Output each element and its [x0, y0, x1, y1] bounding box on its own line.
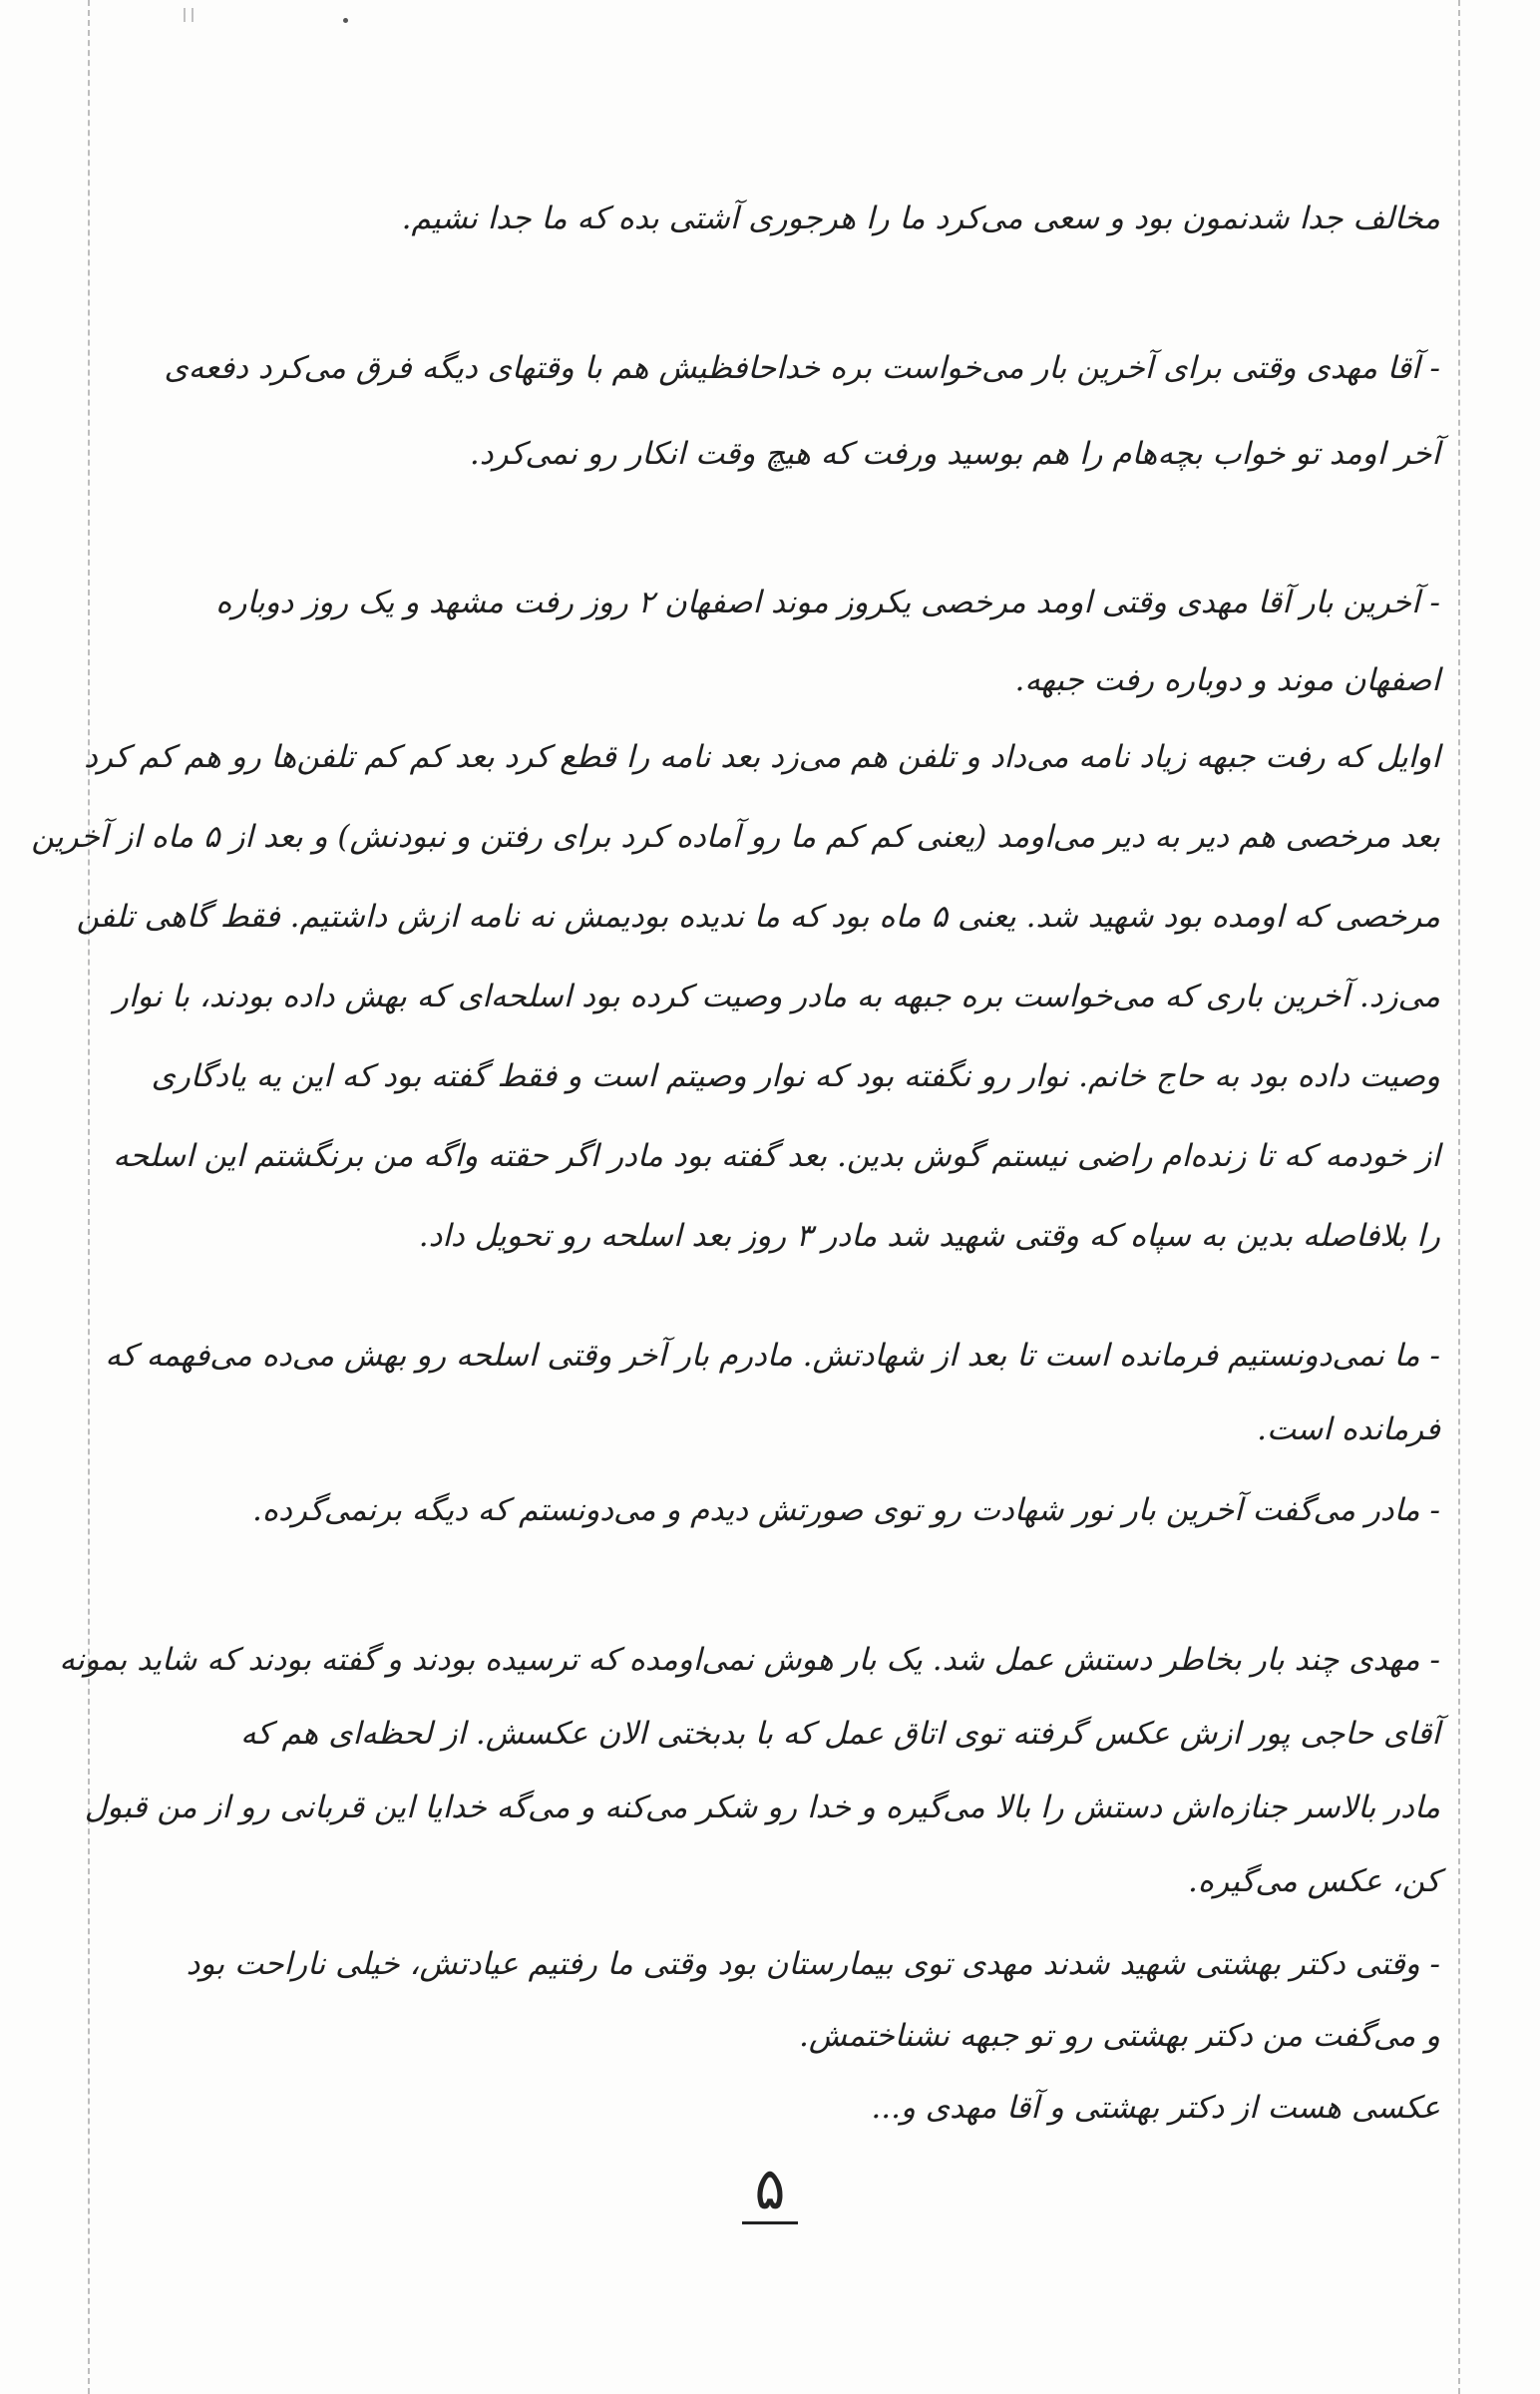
text-line: - ما نمی‌دونستیم فرمانده است تا بعد از شهادتش. مادرم بار آخر وقتی اسلحه رو بهش می‌ده می‌فهمه که: [105, 1338, 1440, 1374]
paragraph-8: [120, 1940, 1440, 2132]
text-line: می‌زد. آخرین باری که می‌خواست بره جبهه به مادر وصیت کرده بود اسلحه‌ای که بهش داده بودند، با نوار: [113, 979, 1440, 1015]
text-line: - مادر می‌گفت آخرین بار نور شهادت رو توی صورتش دیدم و می‌دونستم که دیگه برنمی‌گرده.: [252, 1492, 1440, 1528]
left-margin-line: [88, 0, 90, 2394]
text-line: بعد مرخصی هم دیر به دیر می‌اومد (یعنی کم کم ما رو آماده کرد برای رفتن و نبودنش) و بعد از ۵ ماه از آخرین: [31, 819, 1440, 856]
paragraph-6: [120, 1486, 1440, 1534]
text-line: - آقا مهدی وقتی برای آخرین بار می‌خواست بره خداحافظیش هم با وقتهای دیگه فرق می‌کرد دفعه‌ی: [164, 350, 1440, 386]
text-line: مادر بالاسر جنازه‌اش دستش را بالا می‌گیره و خدا رو شکر می‌کنه و می‌گه خدایا این قربانی رو از من قبول: [84, 1790, 1440, 1826]
text-line: - وقتی دکتر بهشتی شهید شدند مهدی توی بیمارستان بود وقتی ما رفتیم عیادتش، خیلی ناراحت بود: [186, 1946, 1440, 1982]
page-number-text: ۵: [742, 2160, 797, 2224]
top-scan-dot: [343, 18, 348, 23]
text-line: - آخرین بار آقا مهدی وقتی اومد مرخصی یکروز موند اصفهان ۲ روز رفت مشهد و یک روز دوباره: [215, 585, 1440, 620]
text-line: مرخصی که اومده بود شهید شد. یعنی ۵ ماه بود که ما ندیده بودیمش نه نامه ازش داشتیم. فقط گاهی تلفن: [76, 899, 1440, 936]
paragraph-2: [120, 344, 1440, 478]
text-line: آقای حاجی پور ازش عکس گرفته توی اتاق عمل که با بدبختی الان عکسش. از لحظه‌ای هم که: [240, 1716, 1440, 1753]
text-line: وصیت داده بود به حاج خانم. نوار رو نگفته بود که نوار وصیتم است و فقط گفته بود که این یه یادگاری: [151, 1058, 1440, 1095]
text-line: اصفهان موند و دوباره رفت جبهه.: [1014, 662, 1440, 699]
page-number: [0, 2155, 1540, 2224]
text-line: عکسی هست از دکتر بهشتی و آقا مهدی و...: [871, 2090, 1440, 2127]
paragraph-1: [120, 195, 1440, 242]
right-margin-line: [1458, 0, 1460, 2394]
paragraph-4: [31, 733, 1440, 1260]
text-line: و می‌گفت من دکتر بهشتی رو تو جبهه نشناختمش.: [798, 2018, 1440, 2055]
text-line: مخالف جدا شدنمون بود و سعی می‌کرد ما را هرجوری آشتی بده که ما جدا نشیم.: [401, 200, 1440, 236]
text-line: اوایل که رفت جبهه زیاد نامه می‌داد و تلفن هم می‌زد بعد نامه را قطع کرد بعد کم کم تلفن‌ها رو هم کم کرد: [84, 739, 1440, 775]
text-line: آخر اومد تو خواب بچه‌هام را هم بوسید ورفت که هیچ وقت انکار رو نمی‌کرد.: [469, 436, 1440, 473]
paragraph-7: [59, 1636, 1440, 1905]
text-line: فرمانده است.: [1257, 1411, 1440, 1448]
text-line: را بلافاصله بدین به سپاه که وقتی شهید شد مادر ۳ روز بعد اسلحه رو تحویل داد.: [418, 1218, 1440, 1255]
paragraph-3: [120, 579, 1440, 704]
text-line: - مهدی چند بار بخاطر دستش عمل شد. یک بار هوش نمی‌اومده که ترسیده بودند و گفته بودند که شاید بمونه: [59, 1642, 1440, 1678]
paragraph-5: [105, 1332, 1440, 1453]
top-scan-mark: [184, 8, 193, 22]
text-line: کن، عکس می‌گیره.: [1188, 1863, 1440, 1900]
text-line: از خودمه که تا زنده‌ام راضی نیستم گوش بدین. بعد گفته بود مادر اگر حقته واگه من برنگشتم این اسلحه: [113, 1138, 1440, 1175]
